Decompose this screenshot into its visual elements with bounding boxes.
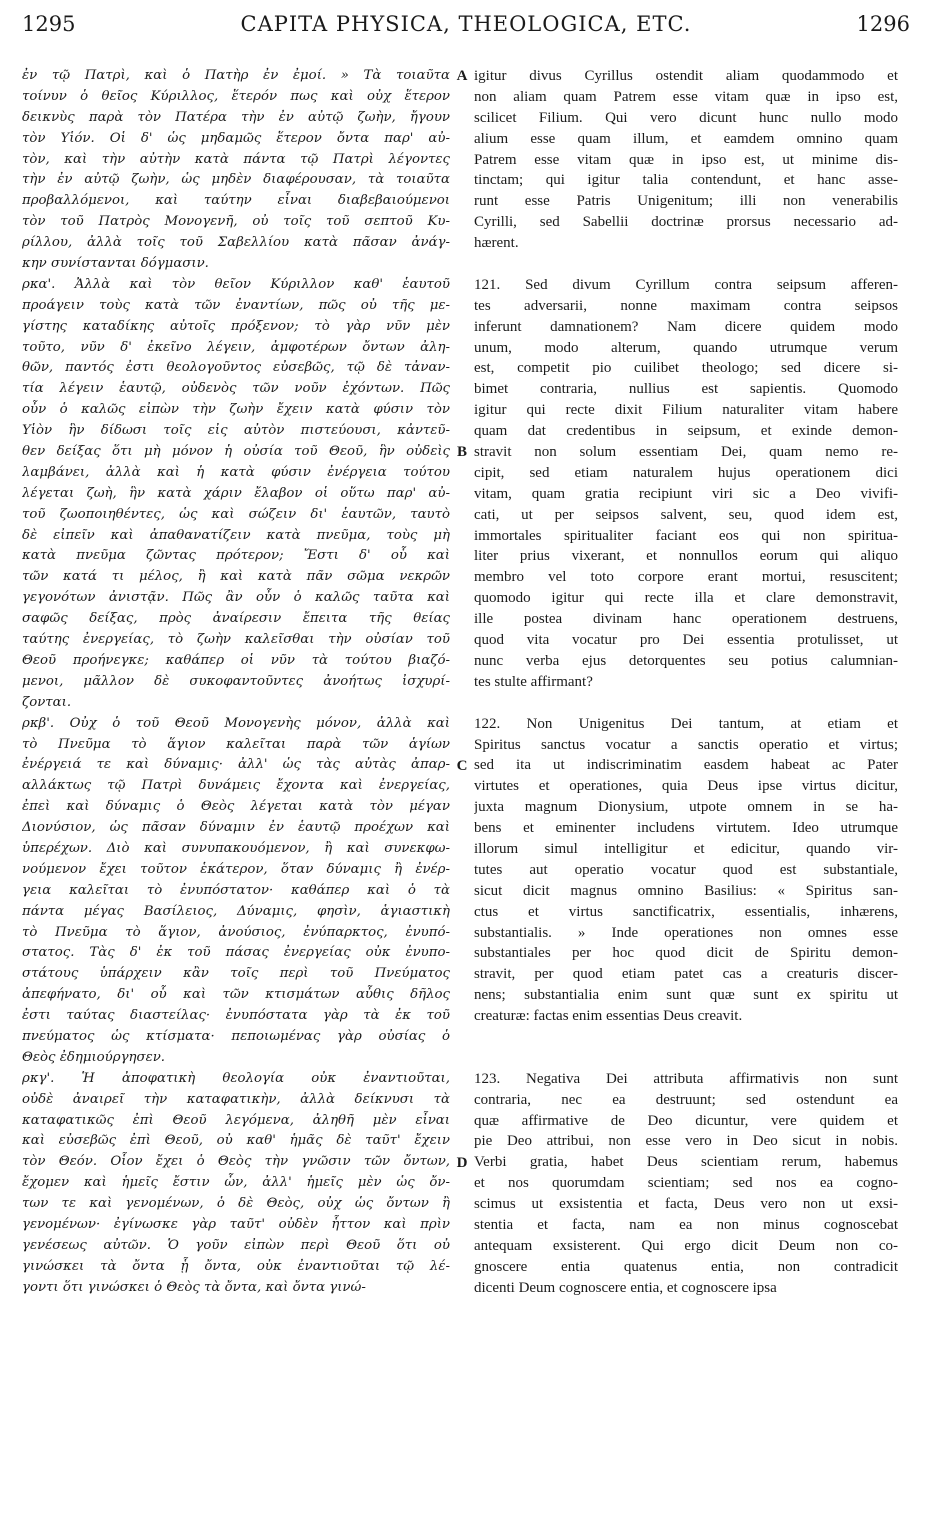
greek-text-line: γεγονότων ἀνιστᾷν. Πῶς ἂν οὖν ὁ καλῶς ταῦτα καὶ bbox=[22, 590, 450, 606]
greek-text-line: τὸν Θεόν. Οἷον ἔχει ὁ Θεὸς τὴν γνῶσιν τῶν ὄντων, bbox=[22, 1154, 450, 1170]
latin-text-line: 123. Negativa Dei attributa affirmativis non sunt bbox=[474, 1070, 898, 1087]
latin-text-line: non aliam quam Patrem esse vitam quæ in ipso est, bbox=[474, 88, 898, 105]
latin-text-line: membro vel toto corpore erant mortui, resuscitent; bbox=[474, 569, 898, 586]
latin-text-line: tinctam; qui igitur talia contendunt, et hanc asse- bbox=[474, 172, 898, 189]
greek-text-line: σαφῶς δείξας, πρὸς ἀναίρεσιν ἔπειτα τῆς θείας bbox=[22, 611, 450, 627]
latin-text-line: juxta magnum Dionysium, utpote omnem in se ha- bbox=[474, 799, 898, 816]
greek-text-line: τὸν, καὶ τὴν αὐτὴν κατὰ πάντα τῷ Πατρὶ λέγοντες bbox=[22, 151, 450, 167]
latin-text-line: hærent. bbox=[474, 235, 519, 252]
greek-text-line: θῶν, παντός ἐστι θεολογοῦντος εὐσεβῶς, τῷ δὲ τἀναν- bbox=[22, 360, 450, 376]
greek-text-line: οὐδὲ ἀναιρεῖ τὴν καταφατικὴν, ἀλλὰ δείκνυσι τὰ bbox=[22, 1091, 450, 1107]
greek-text-line: των τε καὶ γενομένων, ὁ δὲ Θεὸς, οὐχ ὡς ὄντων ἢ bbox=[22, 1196, 450, 1212]
latin-text-line: cipit, sed etiam naturalem hujus operationem dici bbox=[474, 464, 898, 481]
latin-text-line: substantialis. » Inde operationes non omnes esse bbox=[474, 924, 898, 941]
greek-text-line: πάντα μέγας Βασίλειος, Δύναμις, φησὶν, ἁγιαστικὴ bbox=[22, 903, 450, 919]
latin-text-line: sicut dicit magnus omnino Basilius: « Spiritus san- bbox=[474, 882, 898, 899]
greek-text-line: κην συνίστανται δόγμασιν. bbox=[22, 256, 209, 272]
greek-text-line: τοῦτο, νῦν δ' ἐκεῖνο λέγειν, ἀμφοτέρων ὄντων ἀλη- bbox=[22, 339, 450, 355]
paragraph-gap bbox=[474, 254, 898, 275]
latin-text-line: virtutes et operationes, quia Deus ipse virtus dicitur, bbox=[474, 778, 898, 795]
latin-text-line: vitam, quam gratia recipiunt viri sic a Deo vivifi- bbox=[474, 485, 898, 502]
greek-text-line: καταφατικῶς ἐπὶ Θεοῦ λεγόμενα, ἀληθῆ μὲν εἶναι bbox=[22, 1112, 450, 1128]
page-number-right: 1296 bbox=[856, 12, 910, 36]
latin-text-line: runt esse Patris Unigenitum; illi non venerabilis bbox=[474, 193, 898, 210]
greek-text-line: ἐστι ταύτας διαστείλας· ἐνυπόστατα γὰρ τὰ ἐκ τοῦ bbox=[22, 1008, 450, 1024]
greek-text-line: τῶν κατά τι μέλος, ἢ καὶ κατὰ πᾶν σῶμα νεκρῶν bbox=[22, 569, 450, 585]
margin-marker-d: D bbox=[456, 1154, 468, 1171]
greek-text-line: αλλάκτως τῷ Πατρὶ δυνάμεις ἔχοντα καὶ ἐνεργείας, bbox=[22, 778, 450, 794]
greek-text-line: τὸν τοῦ Πατρὸς Μονογενῆ, οὐ τοῖς τοῦ σεπτοῦ Κυ- bbox=[22, 214, 450, 230]
latin-text-line: bens et eminenter includens virtutem. Ideo utrumque bbox=[474, 820, 898, 837]
latin-text-line: sed ita ut indiscriminatim easdem habeat ac Pater bbox=[474, 757, 898, 774]
greek-text-line: ταύτης ἐνεργείας, τὸ ζωὴν καλεῖσθαι τὴν οὐσίαν τοῦ bbox=[22, 632, 450, 648]
latin-text-line: unum, modo alterum, quando utrumque verum bbox=[474, 339, 898, 356]
latin-text-line: stravit non solum essentiam Dei, quam nemo re- bbox=[474, 444, 898, 461]
latin-text-line: igitur qui recte dixit Filium naturaliter vitam habere bbox=[474, 402, 898, 419]
latin-text-line: liter prius vixerant, et nonnullos eorum qui aliquo bbox=[474, 548, 898, 565]
latin-text-line: scilicet Filium. Qui vero dicunt hunc nullo modo bbox=[474, 109, 898, 126]
greek-text-line: γοντι ὅτι γινώσκει ὁ Θεὸς τὰ ὄντα, καὶ ὄντα γινώ- bbox=[22, 1279, 366, 1295]
paragraph-gap bbox=[474, 1048, 898, 1069]
greek-text-line: μενοι, μᾶλλον δὲ συκοφαντοῦντες ἀνοήτως ἰσχυρί- bbox=[22, 673, 450, 689]
latin-text-line: cati, ut per seipsos salvent, seu, quod idem est, bbox=[474, 506, 898, 523]
greek-text-line: ζονται. bbox=[22, 694, 72, 710]
latin-text-line: dicenti Deum cognoscere entia, et cognoscere ipsa bbox=[474, 1279, 777, 1296]
greek-text-column bbox=[22, 66, 450, 1299]
greek-text-line: τὸ Πνεῦμα τὸ ἅγιον, ἀνούσιος, ἐνύπαρκτος, ἐνυπό- bbox=[22, 924, 450, 940]
greek-text-line: Θεοῦ προήνεγκε; καθάπερ οἱ νῦν τὰ τούτου βιαζό- bbox=[22, 652, 450, 668]
latin-text-line: Spiritus sanctus vocatur a sanctis operatio et virtus; bbox=[474, 736, 898, 753]
greek-text-line: γίστης καταδίκης αὐτοῖς πρόξενον; τὸ γὰρ νῦν μὲν bbox=[22, 318, 450, 334]
greek-text-line: ρκγ'. Ἡ ἀποφατικὴ θεολογία οὐκ ἐναντιοῦται, bbox=[22, 1070, 450, 1086]
greek-text-line: ἔχομεν καὶ ἡμεῖς ἔστιν ὧν, ἀλλ' ἡμεῖς μὲν ὡς ὄν- bbox=[22, 1175, 450, 1191]
greek-text-line: οὖν ὁ καλῶς εἰπὼν τὴν ζωὴν ἔχειν κατὰ φύσιν τὸν bbox=[22, 402, 450, 418]
latin-text-line: igitur divus Cyrillus ostendit aliam quodammodo et bbox=[474, 68, 898, 84]
greek-text-line: τοῦ ζωοποιηθέντες, ὡς καὶ σώζειν δι' ἑαυτῶν, ταυτὸ bbox=[22, 506, 450, 522]
latin-text-line: quæ affirmative de Deo dicuntur, vere quidem et bbox=[474, 1112, 898, 1129]
latin-text-line: contraria, nec ea destruunt; sed ostendunt ea bbox=[474, 1091, 898, 1108]
latin-text-line: nunc verba ejus detorquentes seu potius calumnian- bbox=[474, 652, 898, 669]
greek-text-line: ἀπεφήνατο, δι' οὗ καὶ τῶν κτισμάτων αὖθις δῆλος bbox=[22, 987, 450, 1003]
latin-text-line: 122. Non Unigenitus Dei tantum, at etiam et bbox=[474, 715, 898, 732]
latin-text-line: quomodo igitur qui recte illa et clare demonstravit, bbox=[474, 590, 898, 607]
greek-text-line: τὸ Πνεῦμα τὸ ἅγιον καλεῖται παρὰ τῶν ἁγίων bbox=[22, 736, 450, 752]
greek-text-line: λέγεται ζωὴ, ἣν κατὰ χάριν ἔλαβον οἱ οὕτω παρ' αὐ- bbox=[22, 485, 450, 501]
greek-text-line: ὑπερέχων. Διὸ καὶ συνυπακουόμενον, ἢ καὶ συνεκφω- bbox=[22, 840, 450, 856]
greek-text-line: τὴν ἐν αὐτῷ ζωὴν, ὡς μηδὲν διαφέρουσαν, τὰ τοιαῦτα bbox=[22, 172, 450, 188]
margin-marker-b: B bbox=[456, 444, 467, 461]
latin-text-line: quam dat credentibus in seipsum, et exinde demon- bbox=[474, 423, 898, 440]
latin-text-line: stentia et facta, nam ea non minus cognoscebat bbox=[474, 1216, 898, 1233]
greek-text-line: στατος. Τὰς δ' ἐκ τοῦ πάσας ἐνεργείας οὐκ ἐνυπο- bbox=[22, 945, 450, 961]
greek-text-line: Υἱὸν ἣν δίδωσι τοῖς εἰς αὐτὸν πιστεύουσι, κἀντεῦ- bbox=[22, 423, 450, 439]
latin-text-line: inferunt damnationem? Nam dicere quidem modo bbox=[474, 318, 898, 335]
greek-text-line: προάγειν τοὺς κατὰ τῶν ἐναντίων, πῶς οὐ τῆς με- bbox=[22, 297, 450, 313]
greek-text-line: δὲ εἰπεῖν καὶ ἀπαθανατίζειν κατὰ πνεῦμα, τοὺς μὴ bbox=[22, 527, 450, 543]
latin-text-line: bimet contraria, nullius est sapientis. Quomodo bbox=[474, 381, 898, 398]
greek-text-line: ἐν τῷ Πατρὶ, καὶ ὁ Πατὴρ ἐν ἐμοί. » Τὰ τοιαῦτα bbox=[22, 68, 450, 83]
greek-text-line: γενομένων· ἐγίνωσκε γὰρ ταῦτ' οὐδὲν ἧττον καὶ πρὶν bbox=[22, 1216, 450, 1232]
greek-text-line: Διονύσιον, ὡς πᾶσαν δύναμιν ἐν ἑαυτῷ προέχων καὶ bbox=[22, 820, 450, 836]
latin-text-line: 121. Sed divum Cyrillum contra seipsum afferen- bbox=[474, 276, 898, 293]
greek-text-line: Θεὸς ἐδημιούργησεν. bbox=[22, 1049, 166, 1065]
margin-marker-c: C bbox=[456, 757, 468, 774]
latin-text-line: quod vita vocatur pro Dei essentia protulisset, ut bbox=[474, 632, 898, 649]
latin-text-line: antequam exsisterent. Qui ergo dicit Deum non co- bbox=[474, 1237, 898, 1254]
latin-text-column bbox=[474, 66, 898, 1299]
latin-text-line: Cyrilli, sed Sabellii doctrinæ prorsus necessario ad- bbox=[474, 214, 898, 231]
greek-text-line: γινώσκει τὰ ὄντα ᾗ ὄντα, οὐκ ἐναντιοῦται τῷ λέ- bbox=[22, 1258, 450, 1274]
latin-text-line: nens; substantialia enim sunt quæ sunt ex spiritu ut bbox=[474, 987, 898, 1004]
latin-text-line: scimus ut exsistentia et facta, Deus vero non ut exsi- bbox=[474, 1196, 898, 1213]
greek-text-line: τὸν Υἱόν. Οἱ δ' ὡς μηδαμῶς ἕτερον ὄντα παρ' αὐ- bbox=[22, 130, 450, 146]
greek-text-line: τοίνυν ὁ θεῖος Κύριλλος, ἕτερόν πως καὶ οὐχ ἕτερον bbox=[22, 88, 450, 104]
latin-text-line: Verbi gratia, habet Deus scientiam rerum, habemus bbox=[474, 1154, 898, 1171]
greek-text-line: ρίλλου, ἀλλὰ τοῖς τοῦ Σαβελλίου κατὰ πᾶσαν ἀνάγ- bbox=[22, 235, 450, 251]
latin-text-line: ctus et virtus sanctificatrix, essentialis, inhærens, bbox=[474, 903, 898, 920]
greek-text-line: ἐπεὶ καὶ δύναμις ὁ Θεὸς λέγεται κατὰ τὸν μέγαν bbox=[22, 799, 450, 815]
greek-text-line: θεν δείξας ὅτι μὴ μόνον ἡ οὐσία τοῦ Θεοῦ, ἣν οὐδεὶς bbox=[22, 444, 450, 460]
latin-text-line: gnoscere entia quatenus entia, non contradicit bbox=[474, 1258, 898, 1275]
greek-text-line: στάτους ὑπάρχειν κἂν τοῖς περὶ τοῦ Πνεύματος bbox=[22, 966, 450, 982]
greek-text-line: πνεύματος ὡς κτίσματα· πεποιωμένας γὰρ οὐσίας ὁ bbox=[22, 1028, 450, 1044]
greek-text-line: λαμβάνει, ἀλλὰ καὶ ἡ κατὰ φύσιν ἐνέργεια τούτου bbox=[22, 464, 450, 480]
greek-text-line: νούμενον ἔχει τοῦτον ἑκάτερον, ὅταν δύναμις ἢ ἐνέρ- bbox=[22, 861, 450, 877]
page-number-left: 1295 bbox=[22, 12, 76, 36]
latin-text-line: tes adversarii, nonne maximam contra seipsos bbox=[474, 297, 898, 314]
latin-text-line: stravit, per quod etiam patet cas a creaturis discer- bbox=[474, 966, 898, 983]
margin-marker-a: A bbox=[456, 68, 468, 84]
greek-text-line: κατὰ πνεῦμα ζῶντας πρότερον; Ἔστι δ' οὗ καὶ bbox=[22, 548, 450, 564]
greek-text-line: ἐνέργειά τε καὶ δύναμις· ἀλλ' ὡς τὰς αὐτὰς ἀπαρ- bbox=[22, 757, 450, 773]
greek-text-line: καὶ εὐσεβῶς ἐπὶ Θεοῦ, οὐ καθ' ἡμᾶς δὲ ταῦτ' ἔχειν bbox=[22, 1133, 450, 1149]
page-header bbox=[22, 8, 910, 48]
latin-text-line: ille postea divinam hanc operationem destruens, bbox=[474, 611, 898, 628]
greek-text-line: προβαλλόμενοι, καὶ ταύτην εἶναι διαβεβαιούμενοι bbox=[22, 193, 450, 209]
latin-text-line: immortales spiritualiter faciant eos qui non spiritua- bbox=[474, 527, 898, 544]
greek-text-line: δεικνὺς παρὰ τὸν Πατέρα τὴν ἐν αὐτῷ ζωὴν, ἤγουν bbox=[22, 109, 450, 125]
latin-text-line: illorum simul intelligitur et edicitur, quando vir- bbox=[474, 840, 898, 857]
latin-text-line: est, competit pio cuilibet theologo; sed dicere si- bbox=[474, 360, 898, 377]
running-title: CAPITA PHYSICA, THEOLOGICA, ETC. bbox=[240, 12, 692, 36]
greek-text-line: γενέσεως αὐτῶν. Ὁ γοῦν εἰπὼν περὶ Θεοῦ ὅτι οὐ bbox=[22, 1237, 450, 1253]
latin-text-line: substantiales per hoc quod dicit de Spiritu demon- bbox=[474, 945, 898, 962]
greek-text-line: τία λέγειν ἑαυτῷ, οὐδενὸς τῶν νοῦν ἐχόντων. Πῶς bbox=[22, 381, 450, 397]
latin-text-line: creaturæ: factas enim essentias Deus creavit. bbox=[474, 1008, 743, 1025]
latin-text-line: Patrem esse vitam quæ in ipso est, ut minime dis- bbox=[474, 151, 898, 168]
greek-text-line: ρκα'. Ἀλλὰ καὶ τὸν θεῖον Κύριλλον καθ' ἑαυτοῦ bbox=[22, 276, 450, 292]
greek-text-line: ρκβ'. Οὐχ ὁ τοῦ Θεοῦ Μονογενὴς μόνον, ἀλλὰ καὶ bbox=[22, 715, 450, 731]
latin-text-line: tes stulte affirmant? bbox=[474, 673, 593, 690]
greek-text-line: γεια καλεῖται τὸ ἐνυπόστατον· καθάπερ καὶ ὁ τὰ bbox=[22, 882, 450, 898]
paragraph-gap bbox=[474, 693, 898, 714]
paragraph-gap bbox=[474, 1027, 898, 1048]
latin-text-line: tutes aut operatio vocatur quod est substantiale, bbox=[474, 861, 898, 878]
latin-text-line: pie Deo attribui, non esse vero in Deo sicut in nobis. bbox=[474, 1133, 898, 1150]
latin-text-line: alium esse quam illum, et eamdem omnino quam bbox=[474, 130, 898, 147]
latin-text-line: et nos quorumdam scientiam; sed nos ea cogno- bbox=[474, 1175, 898, 1192]
